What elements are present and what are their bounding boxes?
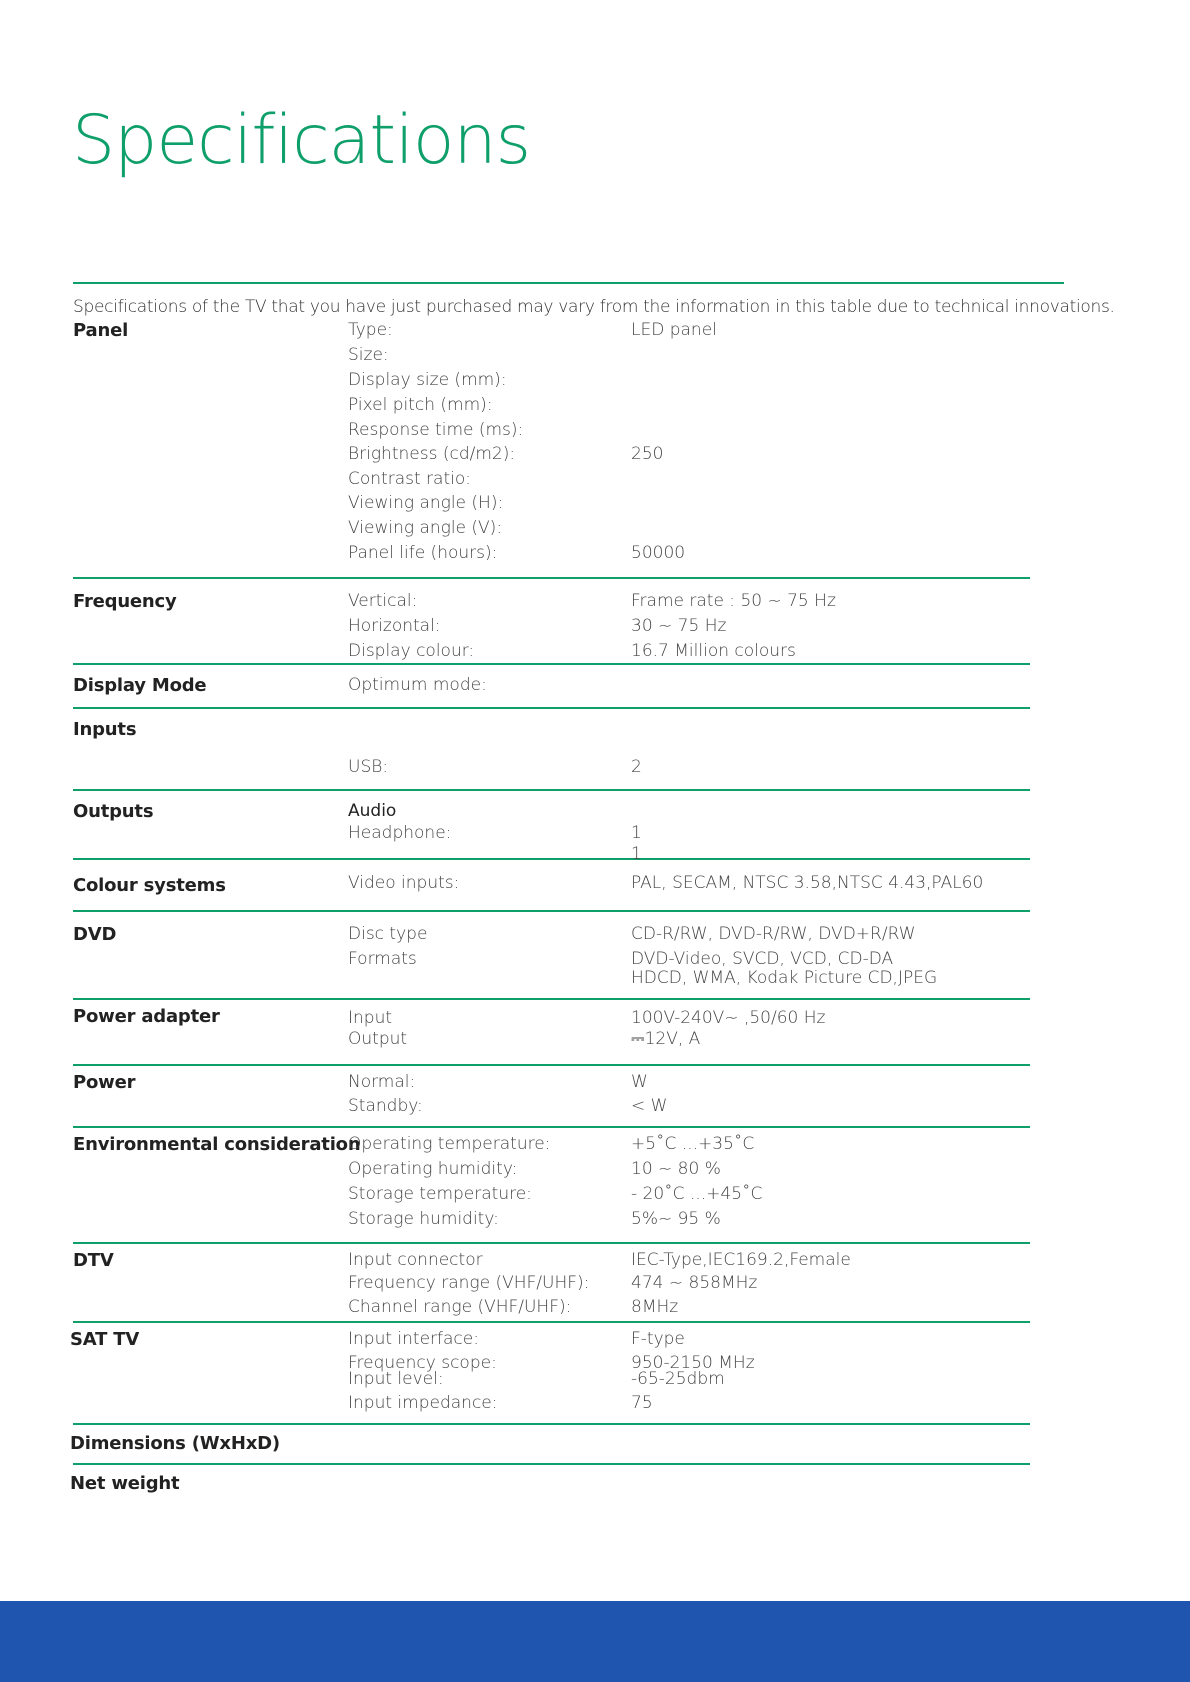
spec-value: 10 ~ 80 % [631,1159,721,1179]
spec-value: 30 ~ 75 Hz [631,616,727,636]
spec-section [73,1128,1030,1244]
specifications-table [70,320,1030,1505]
spec-key: Input connector [348,1250,483,1270]
spec-key: Viewing angle (H): [348,493,504,513]
spec-section [73,860,1030,912]
spec-value: -65-25dbm [631,1369,725,1389]
section-label: SAT TV [70,1329,140,1350]
spec-value: IEC-Type,IEC169.2,Female [631,1250,851,1270]
spec-key: Vertical: [348,591,418,611]
spec-value: 250 [631,444,664,464]
spec-value: < W [631,1096,668,1116]
spec-key: Display size (mm): [348,370,507,390]
spec-section [73,912,1030,1000]
spec-value: 950-2150 MHz [631,1353,755,1373]
spec-key: Storage humidity: [348,1209,499,1229]
spec-value: 8MHz [631,1297,679,1317]
spec-key: Type: [348,320,393,340]
spec-key: Input level: [348,1369,444,1389]
title-divider [73,282,1064,284]
spec-value: 75 [631,1393,653,1413]
spec-key: Disc type [348,924,428,944]
spec-section [73,791,1030,864]
spec-section [70,1465,1030,1505]
section-label: Colour systems [73,875,226,896]
spec-value: 5%~ 95 % [631,1209,721,1229]
spec-value: - 20˚C ...+45˚C [631,1184,763,1204]
spec-section [73,665,1030,709]
section-label: Power [73,1072,136,1093]
section-label: Inputs [73,719,137,740]
spec-key: USB: [348,757,389,777]
spec-value: 16.7 Million colours [631,641,796,661]
spec-value: 474 ~ 858MHz [631,1273,758,1293]
spec-value: 1 [631,823,642,843]
spec-value: PAL, SECAM, NTSC 3.58,NTSC 4.43,PAL60 [631,873,984,893]
section-label: Panel [73,320,129,341]
section-label: Frequency [73,591,177,612]
spec-key: Storage temperature: [348,1184,532,1204]
spec-value: F-type [631,1329,685,1349]
spec-value: LED panel [631,320,717,340]
spec-key: Operating humidity: [348,1159,518,1179]
section-label: Dimensions (WxHxD) [70,1433,280,1454]
spec-section [73,1066,1030,1128]
spec-value: HDCD, WMA, Kodak Picture CD,JPEG [631,968,938,988]
spec-key: Pixel pitch (mm): [348,395,493,415]
spec-value: 50000 [631,543,686,563]
spec-key: Input impedance: [348,1393,498,1413]
spec-key: Viewing angle (V): [348,518,503,538]
spec-key: Output [348,1029,408,1049]
spec-key: Headphone: [348,823,452,843]
section-label: DVD [73,924,117,945]
spec-key: Optimum mode: [348,675,487,695]
section-label: Environmental consideration [73,1134,361,1155]
spec-key: Standby: [348,1096,423,1116]
spec-section [73,709,1030,791]
spec-value: 100V-240V~ ,50/60 Hz [631,1008,826,1028]
spec-value: ⎓12V, A [631,1029,701,1049]
spec-key: Frequency scope: [348,1353,497,1373]
spec-key: Normal: [348,1072,416,1092]
spec-key: Operating temperature: [348,1134,551,1154]
spec-key: Audio [348,801,397,821]
spec-key: Panel life (hours): [348,543,498,563]
spec-section [73,320,1030,579]
page-title: Specifications [72,101,531,180]
spec-key: Frequency range (VHF/UHF): [348,1273,590,1293]
spec-value: +5˚C ...+35˚C [631,1134,755,1154]
spec-value: 2 [631,757,642,777]
spec-key: Channel range (VHF/UHF): [348,1297,572,1317]
spec-key: Horizontal: [348,616,441,636]
spec-value: CD-R/RW, DVD-R/RW, DVD+R/RW [631,924,916,944]
spec-section [73,579,1030,665]
spec-key: Display colour: [348,641,475,661]
section-label: Outputs [73,801,154,822]
spec-value: DVD-Video, SVCD, VCD, CD-DA [631,949,894,969]
spec-key: Contrast ratio: [348,469,471,489]
spec-value: Frame rate : 50 ~ 75 Hz [631,591,836,611]
spec-key: Input [348,1008,393,1028]
section-label: DTV [73,1250,114,1271]
spec-value: 1 [631,844,642,864]
spec-key: Size: [348,345,389,365]
spec-key: Input interface: [348,1329,479,1349]
spec-value: W [631,1072,648,1092]
spec-key: Response time (ms): [348,420,524,440]
footer-band [0,1601,1190,1682]
spec-key: Video inputs: [348,873,460,893]
section-label: Display Mode [73,675,207,696]
spec-section [70,1323,1030,1425]
spec-key: Brightness (cd/m2): [348,444,516,464]
spec-section [70,1425,1030,1465]
section-label: Net weight [70,1473,180,1494]
spec-key: Formats [348,949,417,969]
spec-section [73,1000,1030,1066]
spec-section [73,1244,1030,1323]
section-label: Power adapter [73,1006,220,1027]
intro-note: Specifications of the TV that you have just purchased may vary from the information in this table due to technical innovations. [73,297,1115,317]
